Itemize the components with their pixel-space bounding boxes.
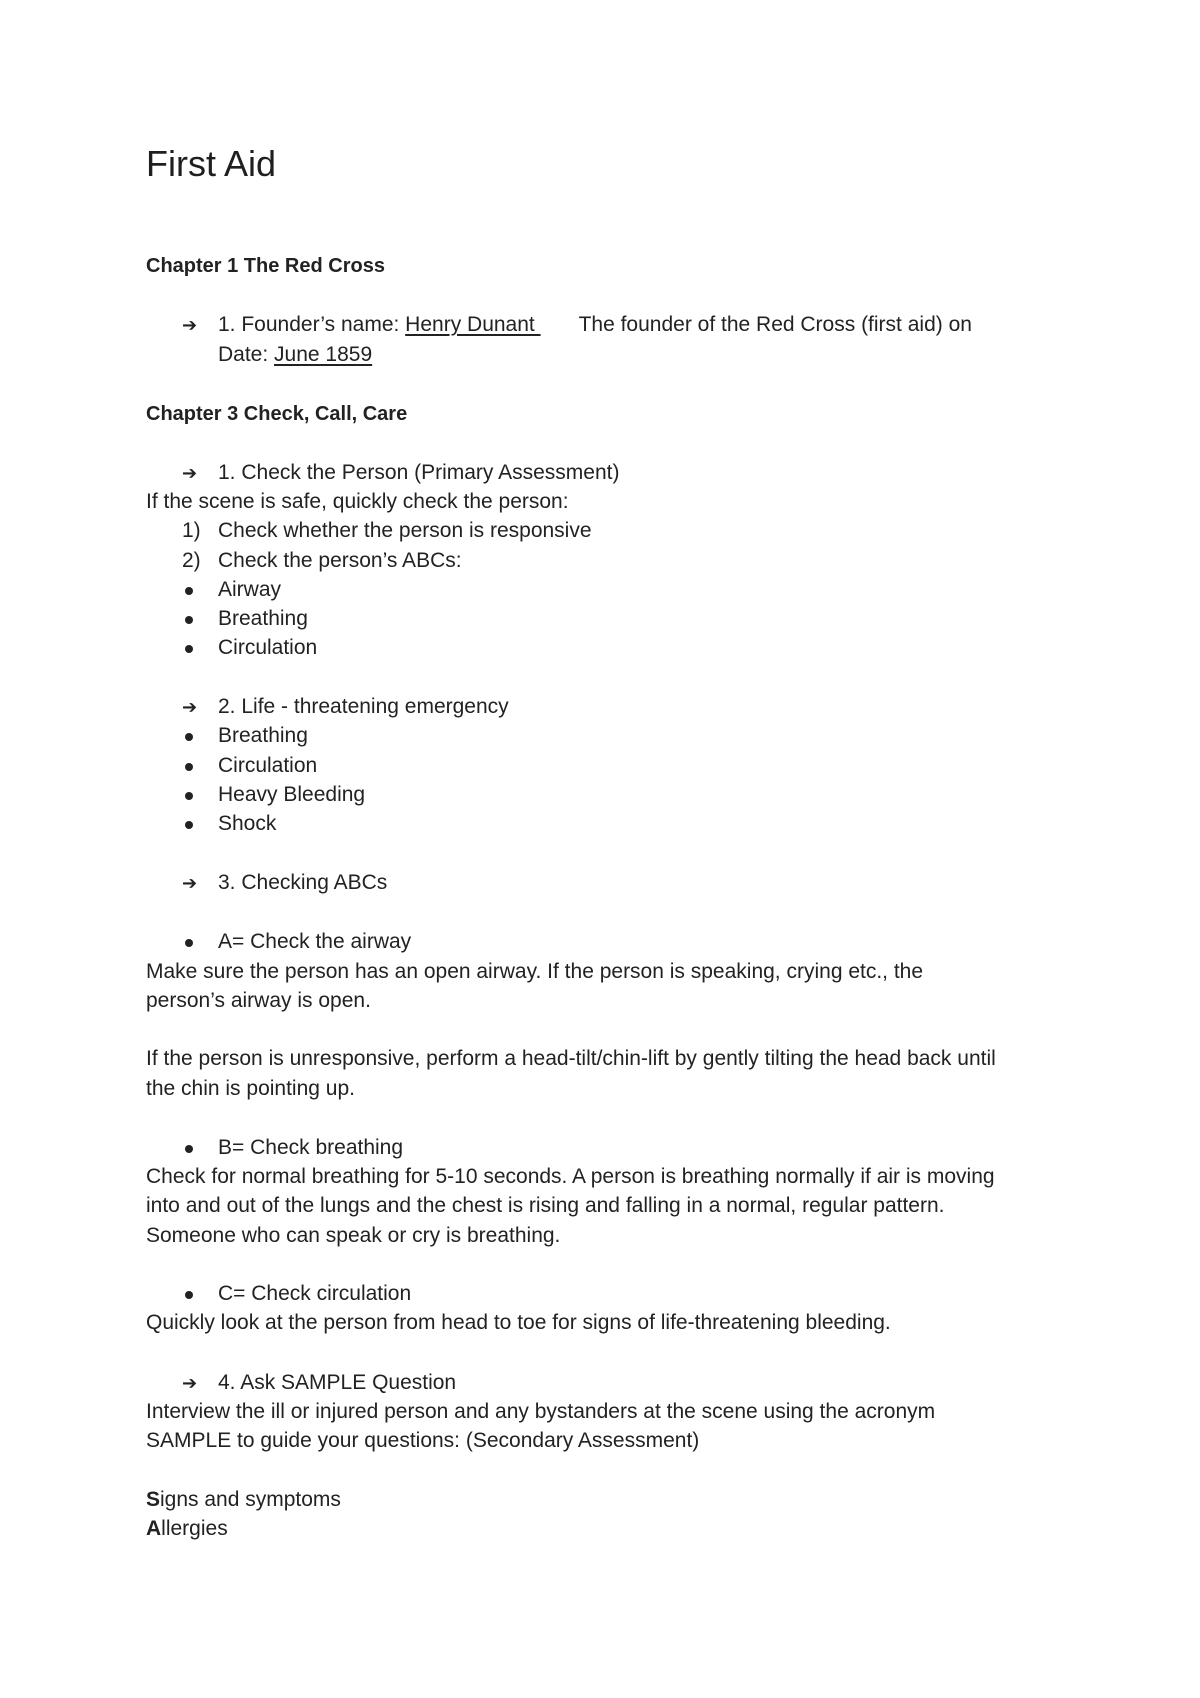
step1-item: 1. Check the Person (Primary Assessment) bbox=[218, 461, 620, 484]
list-marker: 2) bbox=[182, 549, 201, 572]
founder-prefix: 1. Founder’s name: bbox=[218, 313, 406, 336]
right-arrow-icon: ➔ bbox=[182, 1373, 198, 1393]
paragraph-line: Quickly look at the person from head to toe for signs of life-threatening bleeding. bbox=[146, 1311, 891, 1334]
page-title: First Aid bbox=[146, 143, 277, 184]
intro-text: If the scene is safe, quickly check the person: bbox=[146, 490, 569, 513]
bullet-icon bbox=[185, 616, 193, 624]
bullet-icon bbox=[185, 587, 193, 595]
bullet-icon bbox=[185, 1145, 193, 1153]
date-prefix: Date: bbox=[218, 343, 275, 366]
founder-line bbox=[218, 312, 972, 338]
paragraph-line: Check for normal breathing for 5-10 seconds. A person is breathing normally if air is moving bbox=[146, 1165, 995, 1188]
right-arrow-icon: ➔ bbox=[182, 873, 198, 893]
list-item: Heavy Bleeding bbox=[218, 783, 366, 806]
date-line bbox=[218, 342, 372, 368]
list-item: Circulation bbox=[218, 754, 318, 777]
sample-rest: llergies bbox=[161, 1517, 228, 1540]
bullet-icon bbox=[185, 821, 193, 829]
sample-item bbox=[146, 1487, 341, 1513]
list-item: Breathing bbox=[218, 724, 308, 747]
step2-item: 2. Life - threatening emergency bbox=[218, 695, 509, 718]
date-value: June 1859 bbox=[274, 343, 373, 366]
paragraph-line: into and out of the lungs and the chest is rising and falling in a normal, regular pattern. bbox=[146, 1194, 945, 1217]
chapter3-heading: Chapter 3 Check, Call, Care bbox=[146, 403, 408, 425]
list-item: Airway bbox=[218, 578, 282, 601]
bullet-icon bbox=[185, 645, 193, 653]
b-item: B= Check breathing bbox=[218, 1136, 404, 1159]
a-item: A= Check the airway bbox=[218, 930, 412, 953]
sample-item bbox=[146, 1516, 228, 1542]
step3-item: 3. Checking ABCs bbox=[218, 871, 388, 894]
sample-letter: A bbox=[146, 1517, 162, 1540]
bullet-icon bbox=[185, 939, 193, 947]
paragraph-line: Make sure the person has an open airway. If the person is speaking, crying etc., the bbox=[146, 960, 924, 983]
paragraph-line: Someone who can speak or cry is breathing. bbox=[146, 1224, 561, 1247]
paragraph-line: Interview the ill or injured person and any bystanders at the scene using the acronym bbox=[146, 1400, 936, 1423]
right-arrow-icon: ➔ bbox=[182, 315, 198, 335]
paragraph-line: the chin is pointing up. bbox=[146, 1077, 355, 1100]
list-item: Circulation bbox=[218, 636, 318, 659]
paragraph-line: SAMPLE to guide your questions: (Secondary Assessment) bbox=[146, 1429, 700, 1452]
c-item: C= Check circulation bbox=[218, 1282, 412, 1305]
founder-name: Henry Dunant bbox=[405, 313, 541, 336]
founder-note: The founder of the Red Cross (first aid) on bbox=[578, 313, 972, 336]
step4-item: 4. Ask SAMPLE Question bbox=[218, 1371, 457, 1394]
right-arrow-icon: ➔ bbox=[182, 697, 198, 717]
bullet-icon bbox=[185, 733, 193, 741]
chapter1-heading: Chapter 1 The Red Cross bbox=[146, 255, 385, 277]
sample-rest: igns and symptoms bbox=[160, 1488, 341, 1511]
paragraph-line: person’s airway is open. bbox=[146, 989, 371, 1012]
bullet-icon bbox=[185, 1291, 193, 1299]
list-item: Shock bbox=[218, 812, 277, 835]
numbered-item: Check the person’s ABCs: bbox=[218, 549, 462, 572]
right-arrow-icon: ➔ bbox=[182, 463, 198, 483]
numbered-item: Check whether the person is responsive bbox=[218, 519, 592, 542]
list-item: Breathing bbox=[218, 607, 308, 630]
bullet-icon bbox=[185, 792, 193, 800]
list-marker: 1) bbox=[182, 519, 201, 542]
sample-letter: S bbox=[146, 1488, 161, 1511]
bullet-icon bbox=[185, 763, 193, 771]
paragraph-line: If the person is unresponsive, perform a head-tilt/chin-lift by gently tilting the head back until bbox=[146, 1047, 996, 1070]
